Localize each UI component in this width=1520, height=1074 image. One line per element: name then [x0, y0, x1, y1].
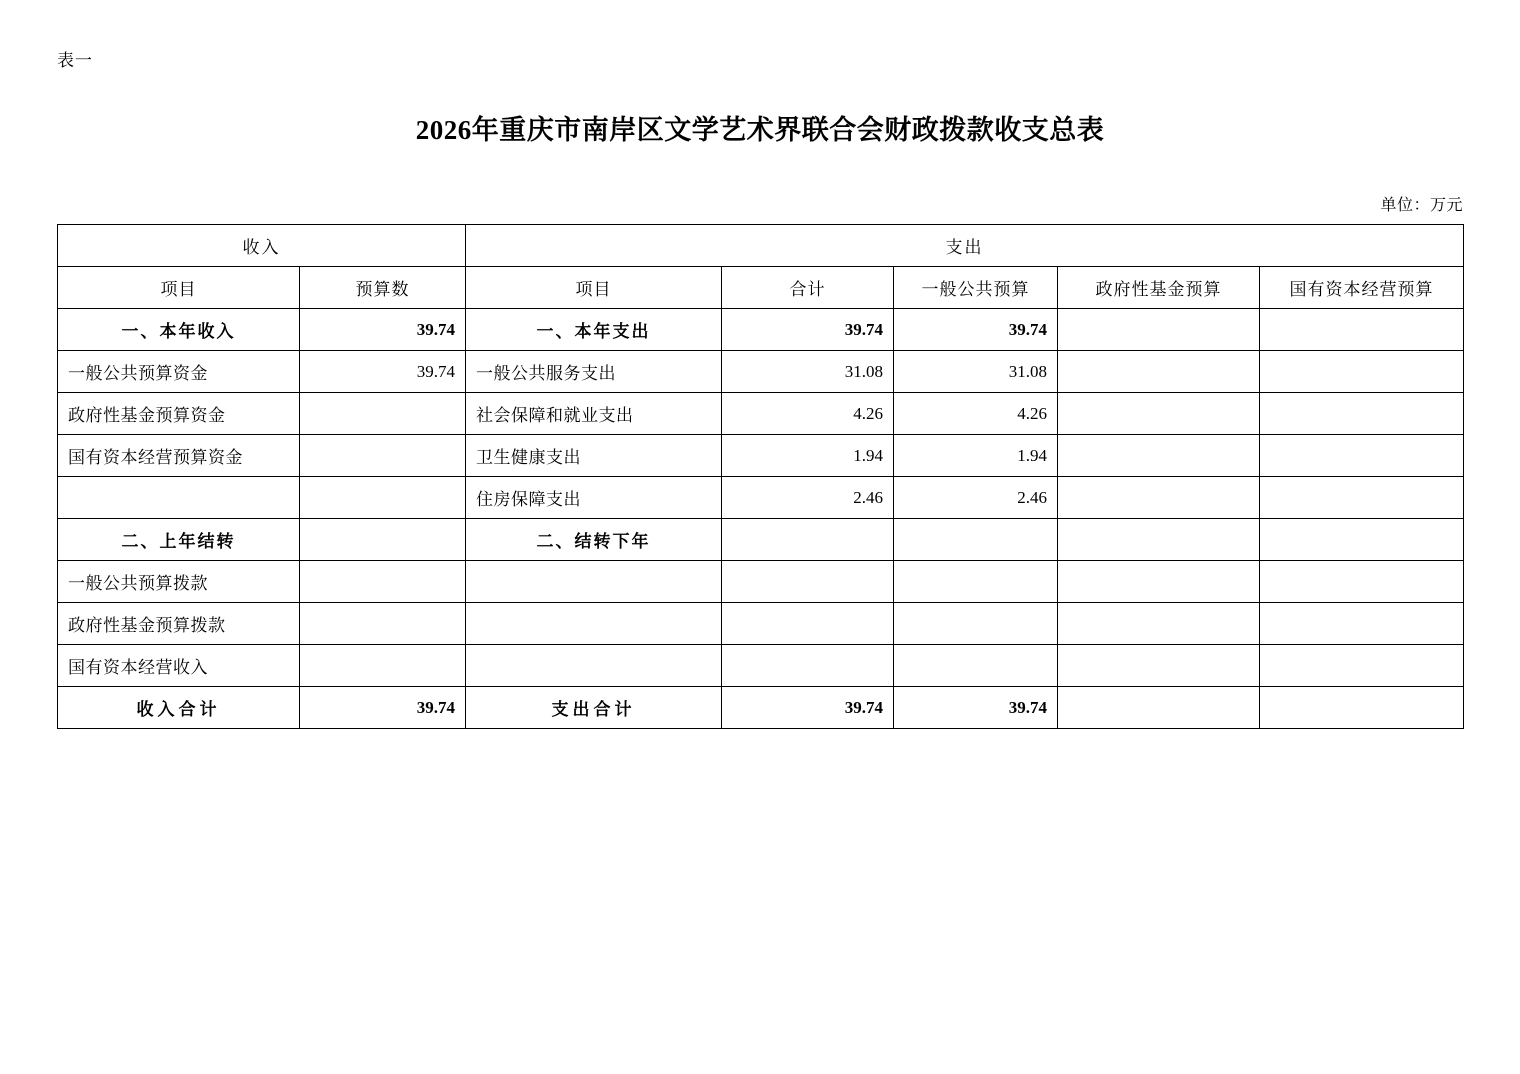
- table-row: [58, 351, 1464, 393]
- cell-income-budget: 39.74: [300, 687, 466, 729]
- cell-expense-gov-fund: [1058, 687, 1260, 729]
- cell-income-budget: [300, 645, 466, 687]
- cell-income-budget: [300, 477, 466, 519]
- cell-expense-item: 卫生健康支出: [466, 435, 722, 477]
- cell-expense-item: 住房保障支出: [466, 477, 722, 519]
- cell-expense-item: [466, 645, 722, 687]
- cell-expense-general-public: 2.46: [894, 477, 1058, 519]
- cell-income-budget: [300, 519, 466, 561]
- cell-expense-total: 39.74: [722, 309, 894, 351]
- cell-income-item: [58, 477, 300, 519]
- cell-expense-total: [722, 561, 894, 603]
- cell-income-budget: 39.74: [300, 351, 466, 393]
- cell-expense-state-capital: [1260, 645, 1464, 687]
- unit-label: 单位：万元: [1380, 197, 1463, 214]
- cell-expense-gov-fund: [1058, 393, 1260, 435]
- cell-expense-state-capital: [1260, 435, 1464, 477]
- cell-income-item: 国有资本经营收入: [58, 645, 300, 687]
- cell-expense-total: 31.08: [722, 351, 894, 393]
- table-row: [58, 477, 1464, 519]
- cell-expense-state-capital: [1260, 687, 1464, 729]
- cell-expense-gov-fund: [1058, 645, 1260, 687]
- cell-expense-total: [722, 603, 894, 645]
- table-row: [58, 645, 1464, 687]
- cell-income-item: 政府性基金预算拨款: [58, 603, 300, 645]
- cell-income-budget: [300, 393, 466, 435]
- cell-expense-item: [466, 561, 722, 603]
- cell-expense-gov-fund: [1058, 603, 1260, 645]
- cell-expense-general-public: [894, 519, 1058, 561]
- cell-expense-gov-fund: [1058, 519, 1260, 561]
- cell-expense-total: [722, 645, 894, 687]
- table-number-label: 表一: [57, 51, 93, 70]
- column-header-income-item: 项目: [58, 267, 300, 309]
- cell-expense-general-public: 31.08: [894, 351, 1058, 393]
- cell-expense-state-capital: [1260, 477, 1464, 519]
- table-group-header-row: [58, 225, 1464, 267]
- cell-expense-state-capital: [1260, 393, 1464, 435]
- cell-expense-gov-fund: [1058, 561, 1260, 603]
- cell-expense-state-capital: [1260, 309, 1464, 351]
- table-row: [58, 561, 1464, 603]
- cell-expense-item: 社会保障和就业支出: [466, 393, 722, 435]
- cell-expense-gov-fund: [1058, 435, 1260, 477]
- cell-income-item: 国有资本经营预算资金: [58, 435, 300, 477]
- cell-expense-general-public: 1.94: [894, 435, 1058, 477]
- cell-expense-general-public: [894, 645, 1058, 687]
- cell-expense-general-public: [894, 603, 1058, 645]
- table-row: [58, 309, 1464, 351]
- cell-income-item: 收入合计: [58, 687, 300, 729]
- cell-expense-state-capital: [1260, 603, 1464, 645]
- cell-expense-item: 一般公共服务支出: [466, 351, 722, 393]
- cell-expense-general-public: 39.74: [894, 687, 1058, 729]
- table-row: [58, 435, 1464, 477]
- table-row: [58, 519, 1464, 561]
- cell-income-item: 一般公共预算拨款: [58, 561, 300, 603]
- cell-income-item: 政府性基金预算资金: [58, 393, 300, 435]
- cell-expense-general-public: [894, 561, 1058, 603]
- column-header-income-budget: 预算数: [300, 267, 466, 309]
- cell-expense-total: 39.74: [722, 687, 894, 729]
- cell-income-item: 二、上年结转: [58, 519, 300, 561]
- table-row: [58, 603, 1464, 645]
- cell-expense-gov-fund: [1058, 351, 1260, 393]
- cell-expense-total: 1.94: [722, 435, 894, 477]
- cell-expense-total: 2.46: [722, 477, 894, 519]
- cell-income-item: 一般公共预算资金: [58, 351, 300, 393]
- cell-income-budget: [300, 561, 466, 603]
- cell-expense-item: 支出合计: [466, 687, 722, 729]
- table-column-header-row: [58, 267, 1464, 309]
- cell-income-budget: [300, 435, 466, 477]
- cell-expense-general-public: 4.26: [894, 393, 1058, 435]
- column-header-general-public-budget: 一般公共预算: [894, 267, 1058, 309]
- column-header-state-capital-budget: 国有资本经营预算: [1260, 267, 1464, 309]
- cell-expense-state-capital: [1260, 351, 1464, 393]
- cell-income-budget: [300, 603, 466, 645]
- cell-expense-state-capital: [1260, 561, 1464, 603]
- cell-income-budget: 39.74: [300, 309, 466, 351]
- budget-table: [57, 224, 1464, 729]
- cell-expense-item: [466, 603, 722, 645]
- column-header-gov-fund-budget: 政府性基金预算: [1058, 267, 1260, 309]
- cell-expense-item: 一、本年支出: [466, 309, 722, 351]
- cell-expense-gov-fund: [1058, 477, 1260, 519]
- table-row: [58, 393, 1464, 435]
- cell-expense-state-capital: [1260, 519, 1464, 561]
- cell-expense-total: [722, 519, 894, 561]
- column-header-expense-item: 项目: [466, 267, 722, 309]
- group-header-expense: 支出: [466, 225, 1464, 267]
- column-header-expense-total: 合计: [722, 267, 894, 309]
- cell-expense-gov-fund: [1058, 309, 1260, 351]
- cell-expense-item: 二、结转下年: [466, 519, 722, 561]
- cell-expense-general-public: 39.74: [894, 309, 1058, 351]
- cell-income-item: 一、本年收入: [58, 309, 300, 351]
- group-header-income: 收入: [58, 225, 466, 267]
- cell-expense-total: 4.26: [722, 393, 894, 435]
- table-row: [58, 687, 1464, 729]
- page-title: 2026年重庆市南岸区文学艺术界联合会财政拨款收支总表: [415, 115, 1105, 145]
